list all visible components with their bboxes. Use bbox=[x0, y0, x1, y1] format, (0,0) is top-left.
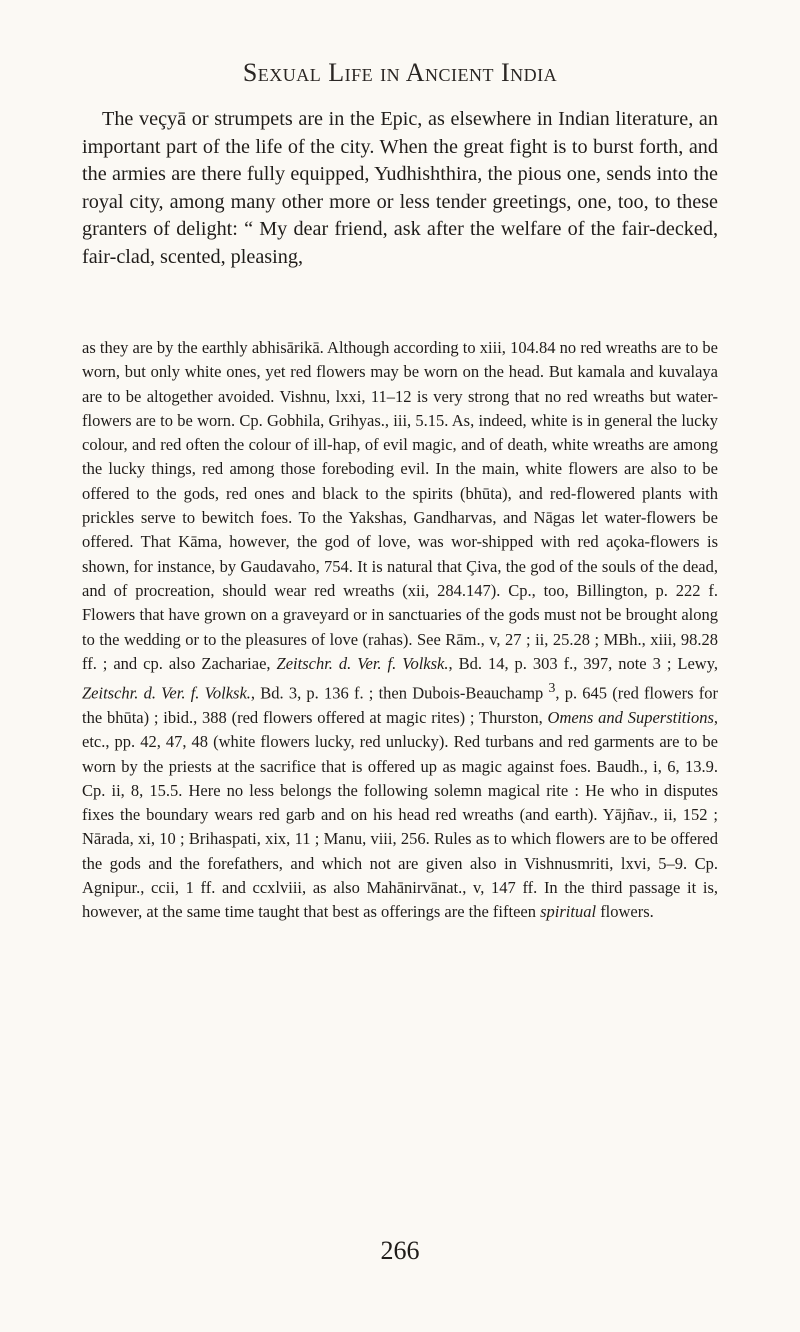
footnote-text-6: flowers. bbox=[596, 902, 654, 922]
footnote bbox=[82, 336, 718, 925]
footnote-text-4: , p. 645 (red flowers for the bhūta) ; ibid., 388 (red flowers offered at magic rites) ; Thurston, bbox=[82, 683, 718, 727]
footnote-spiritual: spiritual bbox=[540, 902, 597, 922]
footnote-text-5: , etc., pp. 42, 47, 48 (white flowers lucky, red unlucky). Red turbans and red garments are to be worn by the priests at the sacrifice that is offered up as magic against foes. Baudh., i, 6, 13.9. Cp. ii, 8, 15.5. Here no less belongs the following solemn magical rite : He who in disputes fixes the boundary wears red garb and on his head red wreaths (and earth). Yājñav., ii, 152 ; Nārada, xi, 10 ; Brihaspati, xix, 11 ; Manu, viii, 256. Rules as to which flowers are to be offered the gods and the forefathers, and which not are given also in Vishnusmriti, lxvi, 5–9. Cp. Agnipur., ccii, 1 ff. and ccxlviii, as also Mahānirvānat., v, 147 ff. In the third passage it is, however, at the same time taught that best as offerings are the fifteen bbox=[82, 707, 719, 922]
footnote-text-2: , Bd. 14, p. 303 f., 397, note 3 ; Lewy, bbox=[448, 653, 718, 673]
footnote-citation-zeitschr-2: Zeitschr. d. Ver. f. Volksk. bbox=[82, 683, 251, 703]
footnote-superscript: 3 bbox=[548, 680, 556, 696]
footnote-text-3: , Bd. 3, p. 136 f. ; then Dubois-Beauchamp bbox=[250, 683, 544, 703]
body-paragraph: The veçyā or strumpets are in the Epic, as elsewhere in Indian literature, an important part of the life of the city. When the great fight is to burst forth, and the armies are there fully equipped, Yudhishthira, the pious one, sends into the royal city, among many other more or less tender greetings, one, too, to these granters of delight: “ My dear friend, ask after the welfare of the fair-decked, fair-clad, scented, pleasing, bbox=[82, 108, 718, 268]
footnote-text-1: as they are by the earthly abhisārikā. Although according to xiii, 104.84 no red wreaths are to be worn, but only white ones, yet red flowers may be worn on the head. But kamala and kuvalaya are to be altogether avoided. Vishnu, lxxi, 11–12 is very strong that no red wreaths but water-flowers are to be worn. Cp. Gobhila, Grihyas., iii, 5.15. As, indeed, white is in general the lucky colour, and red often the colour of ill-hap, of evil magic, and of death, white wreaths are among the lucky things, red among those foreboding evil. In the main, white flowers are also to be offered to the gods, red ones and black to the spirits (bhūta), and red-flowered plants with prickles serve to bewitch foes. To the Yakshas, Gandharvas, and Nāgas let water-flowers be offered. That Kāma, however, the god of love, was wor-shipped with red açoka-flowers is shown, for instance, by Gaudavaho, 754. It is natural that Çiva, the god of the souls of the dead, and of procreation, should wear red wreaths (xii, 284.147). Cp., too, Billington, p. 222 f. Flowers that have grown on a graveyard or in sanctuaries of the gods must not be brought along to the wedding or to the pleasures of love (rahas). See Rām., v, 27 ; ii, 25.28 ; MBh., xiii, 98.28 ff. ; and cp. also Zachariae, bbox=[82, 338, 718, 673]
footnote-citation-omens: Omens and Superstitions bbox=[547, 707, 714, 727]
footnote-citation-zeitschr-1: Zeitschr. d. Ver. f. Volksk. bbox=[276, 653, 449, 673]
page-number: 266 bbox=[380, 1236, 420, 1265]
running-head: Sexual Life in Ancient India bbox=[242, 58, 558, 87]
